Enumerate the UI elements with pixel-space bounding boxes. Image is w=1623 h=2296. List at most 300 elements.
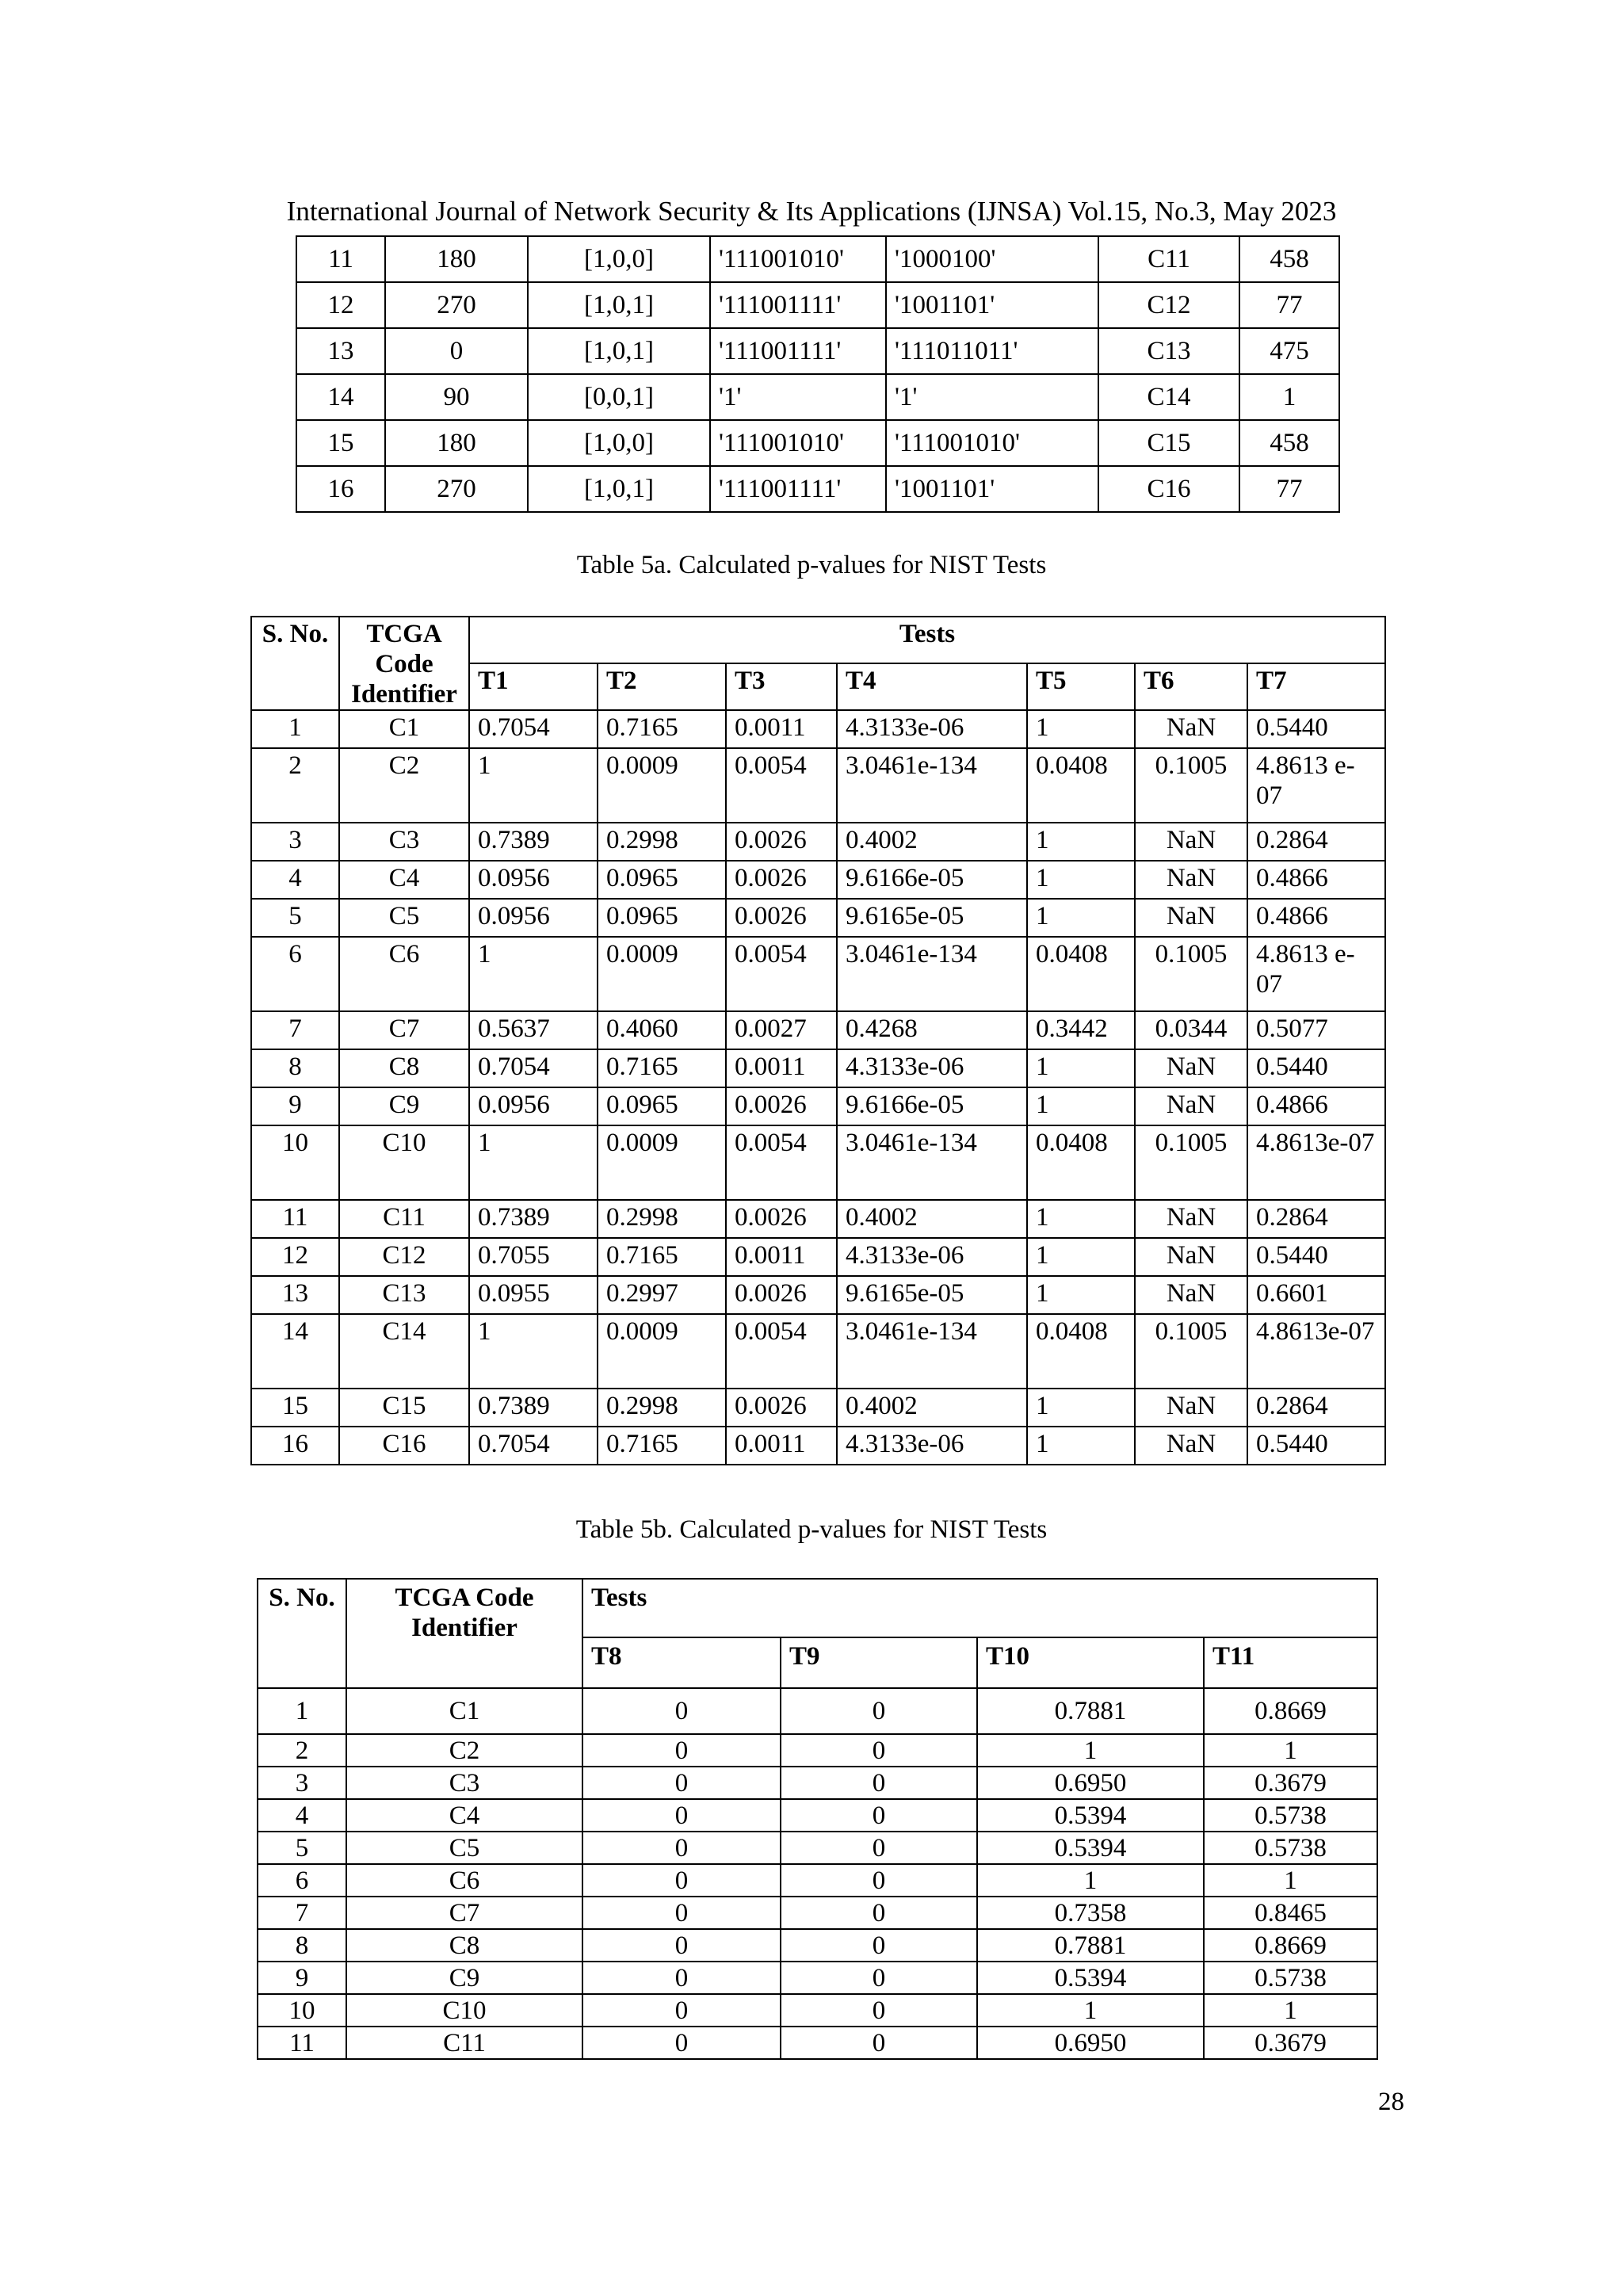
table-cell: 0.0956 [469,1087,598,1125]
table-cell: 7 [258,1897,346,1929]
table-row [296,236,1339,282]
table-5a-head-t2: T2 [598,663,726,710]
table-cell: C10 [339,1125,469,1200]
table-cell: 1 [469,937,598,1011]
table-cell: 1 [977,1734,1204,1767]
table-cell: C14 [1098,374,1239,420]
table-row [251,1389,1385,1427]
table-cell: 0.5440 [1247,1238,1385,1276]
table-5b-head-t11: T11 [1204,1637,1377,1688]
table-cell: C14 [339,1314,469,1389]
table-cell: 0.0956 [469,899,598,937]
table-cell: 3.0461e-134 [837,937,1027,1011]
table-cell: 8 [251,1049,339,1087]
table-cell: C3 [346,1767,582,1799]
table-cell: 0.7054 [469,1049,598,1087]
table-cell: 0 [781,1962,977,1994]
table-cell: 2 [251,748,339,823]
table-cell: 0.4866 [1247,899,1385,937]
table-cell: '1001101' [886,466,1098,512]
table-cell: 14 [251,1314,339,1389]
table-row [296,328,1339,374]
table-row [258,1832,1377,1864]
table-cell: [1,0,1] [528,328,710,374]
table-cell: [1,0,0] [528,420,710,466]
table-cell: 12 [296,282,385,328]
table-cell: 3.0461e-134 [837,1125,1027,1200]
table-row [258,1962,1377,1994]
table-cell: 0.0344 [1135,1011,1247,1049]
table-5a-head-t6: T6 [1135,663,1247,710]
continued-table [296,235,1340,513]
table-cell: 1 [977,1994,1204,2027]
table-cell: 0.7389 [469,1389,598,1427]
table-cell: 0 [582,1767,781,1799]
table-cell: 0 [582,1688,781,1734]
table-cell: 11 [296,236,385,282]
table-cell: C13 [339,1276,469,1314]
table-cell: 0.7054 [469,1427,598,1465]
table-row [251,937,1385,1011]
table-cell: 0 [582,1864,781,1897]
table-cell: C10 [346,1994,582,2027]
table-5b-head-code: TCGA Code Identifier [346,1579,582,1688]
table-cell: '111001010' [886,420,1098,466]
table-cell: 1 [1027,861,1135,899]
table-cell: 0.0408 [1027,937,1135,1011]
table-cell: 0 [582,1832,781,1864]
table-cell: NaN [1135,899,1247,937]
table-cell: 0 [781,1929,977,1962]
table-cell: 3.0461e-134 [837,748,1027,823]
running-header: International Journal of Network Security & Its Applications (IJNSA) Vol.15, No.3, May 2023 [286,196,1337,227]
table-cell: 0.0956 [469,861,598,899]
table-5b [257,1578,1378,2060]
table-cell: 0.7165 [598,1427,726,1465]
table-cell: 0.0955 [469,1276,598,1314]
table-cell: 0.6601 [1247,1276,1385,1314]
table-cell: 458 [1239,236,1339,282]
table-cell: 4.3133e-06 [837,1238,1027,1276]
table-cell: 270 [385,466,528,512]
table-cell: '1' [710,374,886,420]
table-cell: C12 [1098,282,1239,328]
table-row [251,1427,1385,1465]
table-cell: 0.0009 [598,748,726,823]
table-cell: 5 [251,899,339,937]
table-cell: 0 [781,2027,977,2059]
table-cell: 0.0054 [726,937,837,1011]
table-cell: 0.0026 [726,861,837,899]
table-5b-head-t10: T10 [977,1637,1204,1688]
table-cell: 5 [258,1832,346,1864]
table-cell: C8 [346,1929,582,1962]
table-cell: '111001010' [710,236,886,282]
page-number: 28 [1378,2088,1404,2116]
table-cell: 0 [781,1799,977,1832]
table-cell: 0.0026 [726,899,837,937]
table-cell: 4.8613 e-07 [1247,937,1385,1011]
table-cell: C11 [346,2027,582,2059]
table-cell: 0 [781,1688,977,1734]
table-row [296,374,1339,420]
table-cell: C16 [339,1427,469,1465]
table-cell: 4.3133e-06 [837,1427,1027,1465]
table-cell: 0 [582,2027,781,2059]
table-cell: 16 [296,466,385,512]
table-cell: C2 [339,748,469,823]
table-cell: 9 [258,1962,346,1994]
table-cell: 0.7881 [977,1688,1204,1734]
table-cell: 1 [1204,1734,1377,1767]
table-cell: 3 [258,1767,346,1799]
table-cell: 77 [1239,282,1339,328]
table-cell: 0 [781,1767,977,1799]
table-cell: '111001111' [710,282,886,328]
table-cell: C15 [1098,420,1239,466]
table-5b-head-sno: S. No. [258,1579,346,1688]
table-cell: 14 [296,374,385,420]
table-cell: NaN [1135,1238,1247,1276]
table-cell: 10 [251,1125,339,1200]
table-cell: NaN [1135,1427,1247,1465]
table-row [296,420,1339,466]
table-cell: C1 [346,1688,582,1734]
table-cell: 6 [258,1864,346,1897]
table-cell: 0.3442 [1027,1011,1135,1049]
table-row [258,1929,1377,1962]
table-cell: 0.3679 [1204,2027,1377,2059]
table-cell: 0.8669 [1204,1929,1377,1962]
table-cell: 0.5440 [1247,1049,1385,1087]
table-cell: 0.7389 [469,1200,598,1238]
table-cell: 0.7165 [598,1049,726,1087]
table-cell: C9 [339,1087,469,1125]
table-cell: 0.5394 [977,1799,1204,1832]
table-cell: 180 [385,420,528,466]
table-cell: 0.5440 [1247,1427,1385,1465]
table-cell: C4 [346,1799,582,1832]
table-cell: 1 [469,748,598,823]
table-cell: C15 [339,1389,469,1427]
table-cell: 0.5738 [1204,1962,1377,1994]
table-cell: 0.0026 [726,1276,837,1314]
table-cell: 0.7055 [469,1238,598,1276]
table-cell: C9 [346,1962,582,1994]
table-cell: 15 [251,1389,339,1427]
table-cell: 0.5077 [1247,1011,1385,1049]
table-cell: 1 [1027,1276,1135,1314]
table-5a-head-tests: Tests [469,617,1385,663]
table-cell: 1 [1027,1427,1135,1465]
table-5a-head-code: TCGA Code Identifier [339,617,469,710]
table-row [251,1049,1385,1087]
table-cell: C2 [346,1734,582,1767]
table-cell: 0 [582,1897,781,1929]
table-cell: 0.0011 [726,1238,837,1276]
table-cell: 0.0026 [726,1389,837,1427]
table-cell: 0 [582,1994,781,2027]
table-5b-head-t9: T9 [781,1637,977,1688]
table-row [258,2027,1377,2059]
table-cell: 1 [258,1688,346,1734]
table-5a-head-t3: T3 [726,663,837,710]
table-cell: 0.1005 [1135,937,1247,1011]
table-cell: 1 [1239,374,1339,420]
table-row [251,1087,1385,1125]
table-row [258,1734,1377,1767]
table-cell: C13 [1098,328,1239,374]
table-cell: 0.0965 [598,899,726,937]
table-row [258,1799,1377,1832]
table-cell: 0.7358 [977,1897,1204,1929]
table-cell: NaN [1135,1087,1247,1125]
table-cell: C11 [1098,236,1239,282]
table-row [258,1688,1377,1734]
table-cell: 0 [582,1734,781,1767]
table-cell: [1,0,0] [528,236,710,282]
table-cell: C5 [339,899,469,937]
table-cell: 0 [582,1962,781,1994]
table-row [251,1125,1385,1200]
table-cell: [1,0,1] [528,282,710,328]
table-cell: 0 [781,1832,977,1864]
table-cell: 0.0408 [1027,1314,1135,1389]
table-cell: 0.0054 [726,1314,837,1389]
table-5b-head-t8: T8 [582,1637,781,1688]
table-row [251,861,1385,899]
table-cell: 0.0011 [726,710,837,748]
table-cell: 1 [469,1125,598,1200]
table-cell: C7 [346,1897,582,1929]
table-cell: 1 [1027,710,1135,748]
table-cell: 4.3133e-06 [837,710,1027,748]
table-cell: C12 [339,1238,469,1276]
table-cell: 0.0011 [726,1427,837,1465]
table-cell: 0.0054 [726,748,837,823]
table-cell: 9.6166e-05 [837,1087,1027,1125]
table-cell: 0.0026 [726,1200,837,1238]
table-cell: 10 [258,1994,346,2027]
table-cell: 12 [251,1238,339,1276]
table-cell: 0.0965 [598,1087,726,1125]
table-cell: 0.7389 [469,823,598,861]
table-cell: 270 [385,282,528,328]
table-cell: 0.4866 [1247,1087,1385,1125]
table-cell: 0.6950 [977,2027,1204,2059]
table-row [251,1276,1385,1314]
table-cell: 0.2998 [598,1200,726,1238]
table-cell: 1 [1027,823,1135,861]
table-cell: '1001101' [886,282,1098,328]
table-cell: C6 [346,1864,582,1897]
table-5a-head-t1: T1 [469,663,598,710]
table-cell: 0.0009 [598,1314,726,1389]
table-cell: 0.3679 [1204,1767,1377,1799]
table-5a [250,616,1386,1465]
table-cell: '1000100' [886,236,1098,282]
table-cell: 0.8465 [1204,1897,1377,1929]
table-cell: 11 [258,2027,346,2059]
table-cell: '111011011' [886,328,1098,374]
table-row [251,823,1385,861]
table-cell: 0.0054 [726,1125,837,1200]
table-cell: 0.5440 [1247,710,1385,748]
table-cell: 0.2998 [598,1389,726,1427]
table-cell: NaN [1135,823,1247,861]
table-cell: 11 [251,1200,339,1238]
table-cell: NaN [1135,1200,1247,1238]
table-row [296,282,1339,328]
table-cell: 4 [251,861,339,899]
table-cell: C7 [339,1011,469,1049]
table-cell: 2 [258,1734,346,1767]
table-cell: 1 [977,1864,1204,1897]
table-cell: 1 [251,710,339,748]
table-cell: 0.0965 [598,861,726,899]
table-cell: [1,0,1] [528,466,710,512]
table-cell: 9 [251,1087,339,1125]
table-cell: 4.3133e-06 [837,1049,1027,1087]
table-cell: 0 [781,1897,977,1929]
table-cell: 0.0027 [726,1011,837,1049]
table-cell: 0.5738 [1204,1799,1377,1832]
table-cell: 3.0461e-134 [837,1314,1027,1389]
table-cell: 0.5394 [977,1962,1204,1994]
table-cell: 1 [1027,899,1135,937]
table-cell: 0.0408 [1027,748,1135,823]
table-cell: 9.6165e-05 [837,1276,1027,1314]
table-row [251,710,1385,748]
table-cell: 9.6166e-05 [837,861,1027,899]
table-cell: 0.7881 [977,1929,1204,1962]
table-cell: 0.2998 [598,823,726,861]
table-cell: 0 [781,1734,977,1767]
table-cell: 0.4002 [837,823,1027,861]
table-cell: 0.4268 [837,1011,1027,1049]
table-cell: 1 [1027,1389,1135,1427]
table-cell: 90 [385,374,528,420]
table-cell: 0.6950 [977,1767,1204,1799]
table-cell: C3 [339,823,469,861]
table-cell: 0.0009 [598,937,726,1011]
table-cell: 4 [258,1799,346,1832]
table-cell: 0.4060 [598,1011,726,1049]
table-row [251,899,1385,937]
table-5a-caption: Table 5a. Calculated p-values for NIST Tests [576,551,1047,579]
table-cell: 0.5637 [469,1011,598,1049]
table-row [258,1994,1377,2027]
table-cell: 458 [1239,420,1339,466]
table-cell: 3 [251,823,339,861]
table-cell: 0 [582,1929,781,1962]
table-cell: 9.6165e-05 [837,899,1027,937]
table-cell: 1 [1204,1864,1377,1897]
table-row [251,1314,1385,1389]
table-cell: 0.5738 [1204,1832,1377,1864]
table-cell: C5 [346,1832,582,1864]
table-row [251,1011,1385,1049]
table-cell: 0.2864 [1247,1389,1385,1427]
table-cell: 0.4866 [1247,861,1385,899]
table-cell: 4.8613e-07 [1247,1314,1385,1389]
table-cell: 1 [469,1314,598,1389]
table-5a-head-t7: T7 [1247,663,1385,710]
table-cell: NaN [1135,710,1247,748]
table-row [258,1767,1377,1799]
table-cell: 4.8613e-07 [1247,1125,1385,1200]
table-cell: NaN [1135,1276,1247,1314]
table-cell: '111001010' [710,420,886,466]
table-5a-head-sno: S. No. [251,617,339,710]
table-cell: C8 [339,1049,469,1087]
table-cell: 0.7054 [469,710,598,748]
table-cell: 77 [1239,466,1339,512]
table-cell: C1 [339,710,469,748]
table-5b-caption: Table 5b. Calculated p-values for NIST Tests [575,1515,1048,1544]
table-cell: 0.0009 [598,1125,726,1200]
table-cell: 0.5394 [977,1832,1204,1864]
table-row [258,1897,1377,1929]
table-cell: 475 [1239,328,1339,374]
table-cell: 0.8669 [1204,1688,1377,1734]
table-cell: 16 [251,1427,339,1465]
table-cell: 1 [1027,1049,1135,1087]
table-cell: 13 [296,328,385,374]
table-cell: NaN [1135,1389,1247,1427]
table-cell: 1 [1204,1994,1377,2027]
table-row [251,1238,1385,1276]
table-cell: C11 [339,1200,469,1238]
table-cell: 0.1005 [1135,748,1247,823]
table-cell: 1 [1027,1238,1135,1276]
table-cell: 0 [582,1799,781,1832]
table-cell: 0.0011 [726,1049,837,1087]
table-cell: 4.8613 e-07 [1247,748,1385,823]
table-cell: 0 [781,1864,977,1897]
table-cell: 7 [251,1011,339,1049]
table-cell: 0.2997 [598,1276,726,1314]
table-cell: 0 [385,328,528,374]
table-cell: 180 [385,236,528,282]
table-5a-head-t5: T5 [1027,663,1135,710]
table-row [251,748,1385,823]
table-cell: [0,0,1] [528,374,710,420]
table-cell: 0.7165 [598,1238,726,1276]
table-cell: 0.2864 [1247,1200,1385,1238]
table-cell: NaN [1135,1049,1247,1087]
table-cell: 15 [296,420,385,466]
table-cell: 0.1005 [1135,1125,1247,1200]
table-cell: '1' [886,374,1098,420]
table-cell: 1 [1027,1087,1135,1125]
table-cell: 0.0408 [1027,1125,1135,1200]
table-cell: 0.7165 [598,710,726,748]
table-row [258,1864,1377,1897]
table-cell: '111001111' [710,328,886,374]
table-cell: C6 [339,937,469,1011]
table-cell: 6 [251,937,339,1011]
table-5b-head-tests: Tests [582,1579,1377,1637]
table-cell: 0.0026 [726,1087,837,1125]
table-cell: 0.4002 [837,1389,1027,1427]
table-cell: '111001111' [710,466,886,512]
table-cell: NaN [1135,861,1247,899]
table-cell: 0.4002 [837,1200,1027,1238]
table-cell: C4 [339,861,469,899]
table-5a-head-t4: T4 [837,663,1027,710]
table-cell: 13 [251,1276,339,1314]
